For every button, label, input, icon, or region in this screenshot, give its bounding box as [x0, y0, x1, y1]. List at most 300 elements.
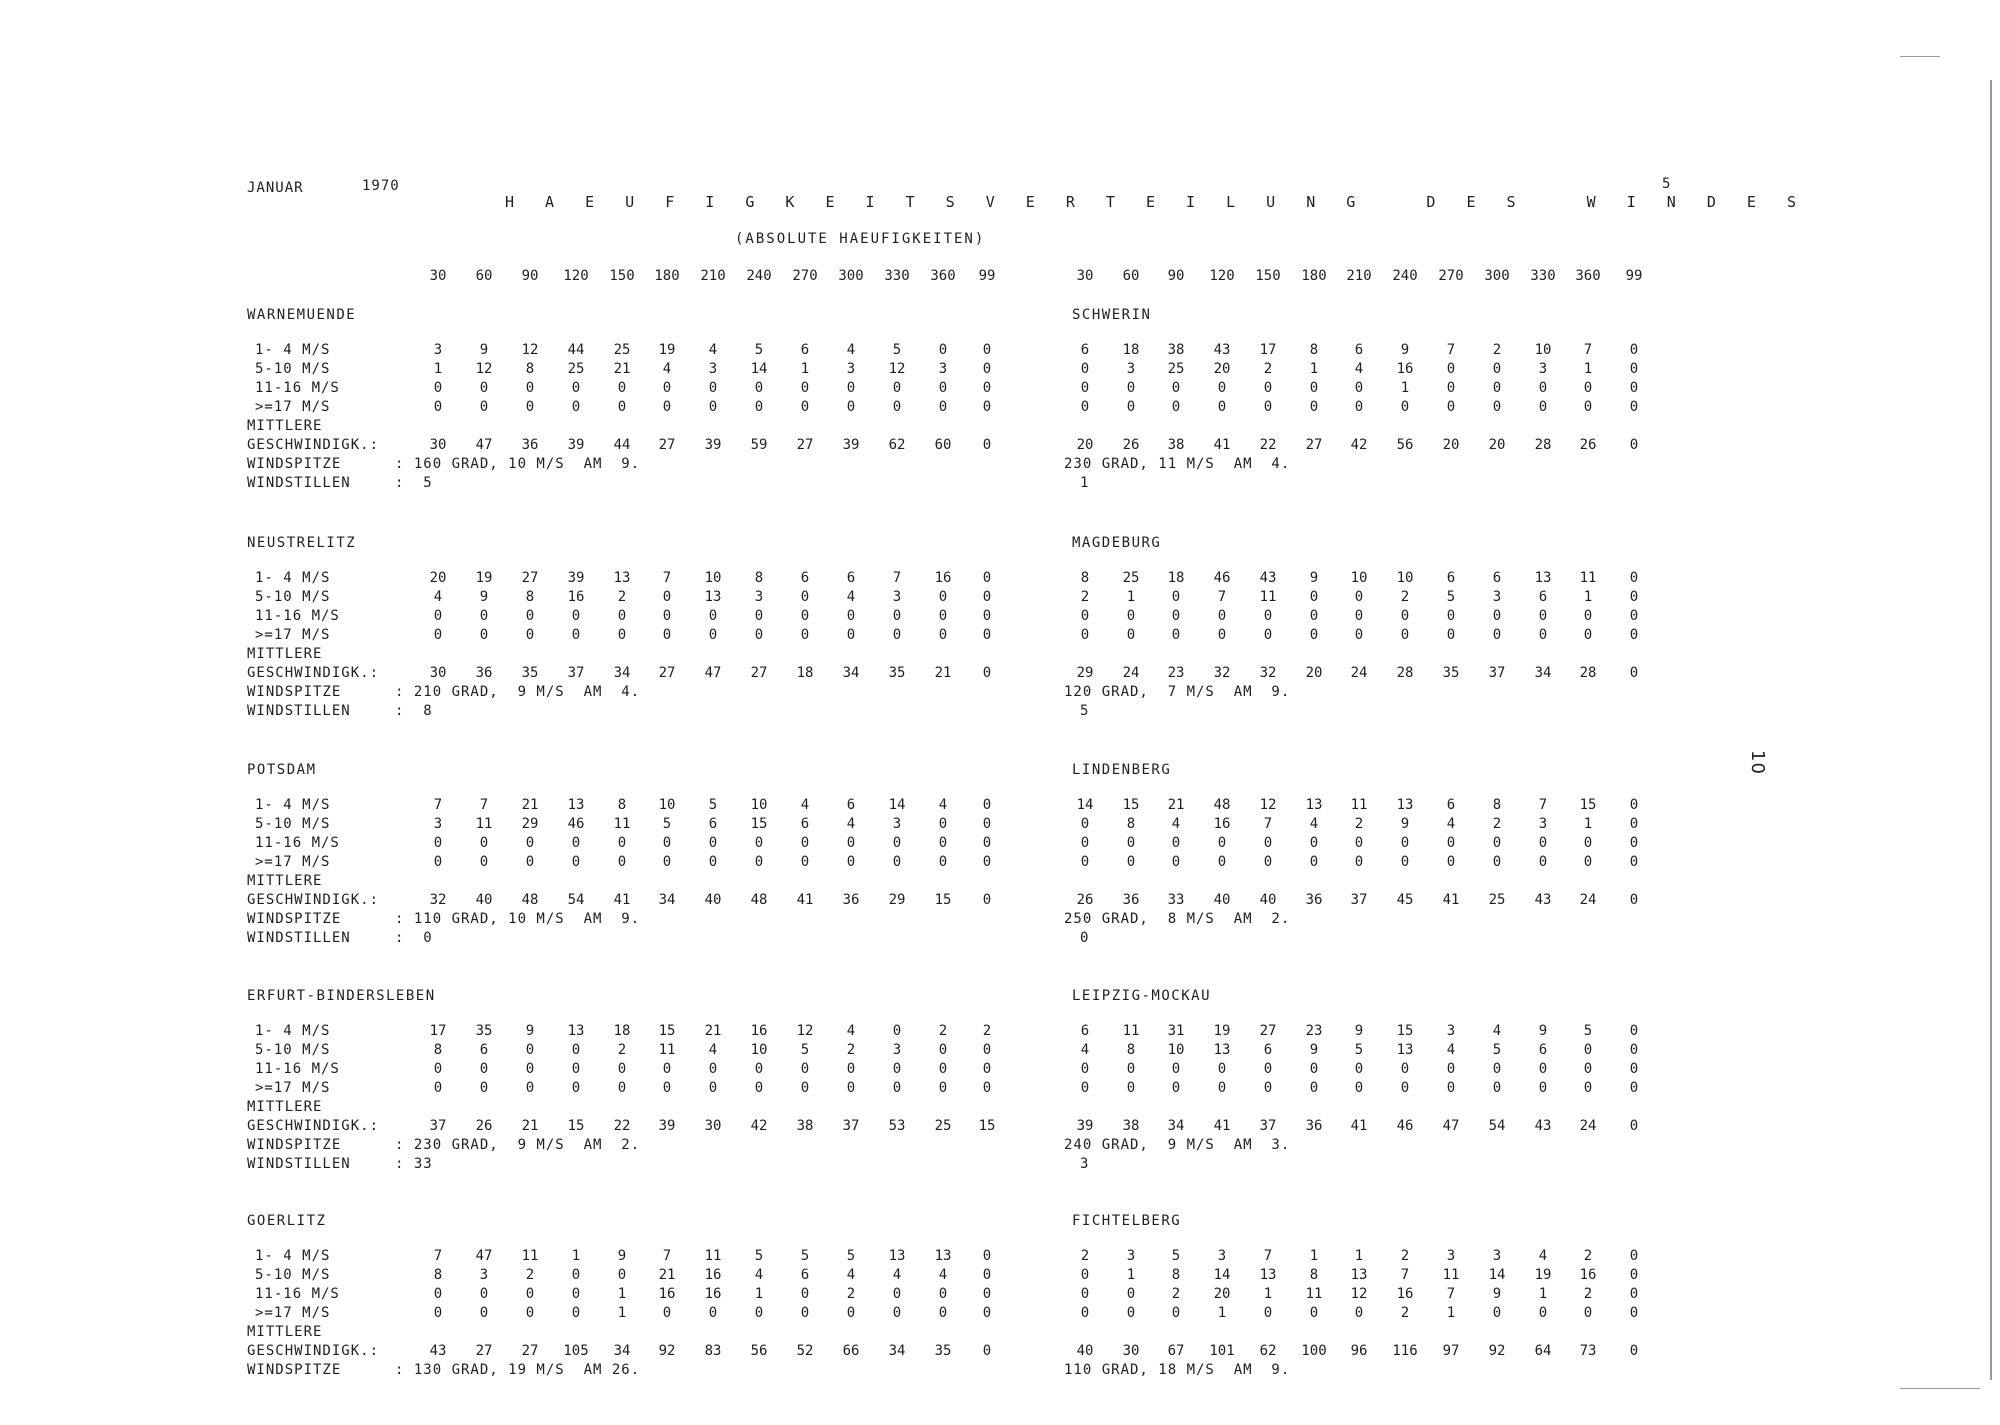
speed-cell: 27	[658, 437, 676, 453]
table-cell: 0	[1080, 1080, 1090, 1096]
geschwindigkeit-label: GESCHWINDIGK.:	[247, 1118, 380, 1134]
table-cell: 0	[754, 854, 764, 870]
table-cell: 4	[1309, 816, 1319, 832]
table-cell: 11	[613, 816, 631, 832]
table-cell: 0	[1400, 1061, 1410, 1077]
table-cell: 13	[1259, 1267, 1277, 1283]
table-cell: 14	[750, 361, 768, 377]
table-cell: 0	[846, 1061, 856, 1077]
table-cell: 7	[433, 1248, 443, 1264]
table-cell: 0	[662, 589, 672, 605]
table-cell: 3	[846, 361, 856, 377]
table-cell: 2	[617, 589, 627, 605]
direction-header-cell: 120	[1209, 268, 1235, 284]
table-cell: 0	[982, 797, 992, 813]
windstillen-value: 0	[1080, 930, 1090, 946]
speed-cell: 92	[1488, 1343, 1506, 1359]
table-cell: 0	[1171, 589, 1181, 605]
table-cell: 0	[617, 608, 627, 624]
speed-cell: 40	[704, 892, 722, 908]
direction-header-cell: 360	[930, 268, 956, 284]
table-cell: 0	[1492, 1305, 1502, 1321]
speed-cell: 39	[704, 437, 722, 453]
table-cell: 0	[982, 380, 992, 396]
table-cell: 0	[1171, 854, 1181, 870]
table-cell: 15	[658, 1023, 676, 1039]
speed-cell: 36	[475, 665, 493, 681]
table-cell: 12	[1350, 1286, 1368, 1302]
speed-cell: 28	[1396, 665, 1414, 681]
table-cell: 2	[1171, 1286, 1181, 1302]
table-cell: 1	[1263, 1286, 1273, 1302]
table-cell: 20	[1213, 1286, 1231, 1302]
table-cell: 6	[800, 1267, 810, 1283]
table-cell: 0	[571, 1305, 581, 1321]
speed-cell: 26	[1076, 892, 1094, 908]
direction-header-cell: 300	[1484, 268, 1510, 284]
table-cell: 0	[433, 1305, 443, 1321]
table-cell: 9	[479, 342, 489, 358]
speed-cell: 0	[1629, 437, 1639, 453]
table-cell: 0	[662, 399, 672, 415]
table-cell: 0	[982, 1286, 992, 1302]
speed-cell: 41	[613, 892, 631, 908]
table-cell: 4	[754, 1267, 764, 1283]
table-cell: 3	[892, 589, 902, 605]
table-cell: 15	[1122, 797, 1140, 813]
table-cell: 11	[1122, 1023, 1140, 1039]
table-cell: 8	[1126, 1042, 1136, 1058]
table-cell: 0	[1171, 1061, 1181, 1077]
table-cell: 0	[982, 1267, 992, 1283]
table-cell: 0	[982, 835, 992, 851]
table-cell: 0	[1080, 1061, 1090, 1077]
table-cell: 0	[1126, 1061, 1136, 1077]
table-cell: 0	[617, 1080, 627, 1096]
table-cell: 3	[708, 361, 718, 377]
table-cell: 19	[1213, 1023, 1231, 1039]
speed-class-label: 11-16 M/S	[255, 608, 340, 624]
table-cell: 0	[1629, 835, 1639, 851]
speed-cell: 41	[1213, 437, 1231, 453]
table-cell: 3	[754, 589, 764, 605]
page-title: H A E U F I G K E I T S V E R T E I L U N G D E S W I N D E S	[505, 193, 1807, 211]
direction-header-cell: 60	[1122, 268, 1140, 284]
direction-header-cell: 210	[1346, 268, 1372, 284]
speed-cell: 32	[1259, 665, 1277, 681]
table-cell: 6	[846, 570, 856, 586]
table-cell: 9	[1400, 342, 1410, 358]
table-cell: 4	[662, 361, 672, 377]
table-cell: 13	[704, 589, 722, 605]
speed-cell: 32	[1213, 665, 1231, 681]
side-page-number: 10	[1746, 750, 1768, 775]
speed-cell: 29	[888, 892, 906, 908]
table-cell: 0	[525, 1042, 535, 1058]
table-cell: 3	[1492, 589, 1502, 605]
direction-header-cell: 180	[1301, 268, 1327, 284]
table-cell: 5	[1171, 1248, 1181, 1264]
table-cell: 0	[1354, 589, 1364, 605]
table-cell: 0	[982, 1061, 992, 1077]
table-cell: 0	[1354, 627, 1364, 643]
table-cell: 0	[892, 1286, 902, 1302]
table-cell: 2	[1354, 816, 1364, 832]
table-cell: 0	[708, 854, 718, 870]
table-cell: 9	[1309, 570, 1319, 586]
speed-cell: 26	[1579, 437, 1597, 453]
table-cell: 0	[708, 399, 718, 415]
speed-cell: 34	[842, 665, 860, 681]
table-cell: 9	[1354, 1023, 1364, 1039]
speed-class-label: 11-16 M/S	[255, 1286, 340, 1302]
table-cell: 0	[1538, 1305, 1548, 1321]
table-cell: 1	[1126, 589, 1136, 605]
speed-cell: 29	[1076, 665, 1094, 681]
table-cell: 0	[571, 1286, 581, 1302]
table-cell: 0	[938, 342, 948, 358]
table-cell: 0	[525, 1286, 535, 1302]
table-cell: 0	[938, 1305, 948, 1321]
table-cell: 0	[1080, 361, 1090, 377]
table-cell: 17	[1259, 342, 1277, 358]
table-cell: 6	[1446, 570, 1456, 586]
table-cell: 0	[982, 1248, 992, 1264]
speed-cell: 48	[750, 892, 768, 908]
speed-cell: 52	[796, 1343, 814, 1359]
table-cell: 0	[479, 627, 489, 643]
speed-cell: 36	[842, 892, 860, 908]
table-cell: 0	[1629, 380, 1639, 396]
speed-cell: 34	[1167, 1118, 1185, 1134]
table-cell: 0	[1217, 854, 1227, 870]
table-cell: 29	[521, 816, 539, 832]
table-cell: 0	[1263, 1305, 1273, 1321]
table-cell: 8	[525, 361, 535, 377]
table-cell: 10	[1396, 570, 1414, 586]
table-cell: 14	[888, 797, 906, 813]
table-cell: 0	[938, 380, 948, 396]
table-cell: 5	[754, 342, 764, 358]
table-cell: 0	[1354, 835, 1364, 851]
speed-cell: 100	[1301, 1343, 1327, 1359]
speed-cell: 36	[1305, 1118, 1323, 1134]
table-cell: 0	[433, 380, 443, 396]
table-cell: 25	[1167, 361, 1185, 377]
speed-cell: 44	[613, 437, 631, 453]
windspitze-value: : 210 GRAD, 9 M/S AM 4.	[395, 684, 641, 700]
speed-cell: 64	[1534, 1343, 1552, 1359]
table-cell: 0	[662, 1061, 672, 1077]
table-cell: 0	[525, 1080, 535, 1096]
speed-cell: 38	[796, 1118, 814, 1134]
direction-header-cell: 300	[838, 268, 864, 284]
speed-class-label: 1- 4 M/S	[255, 1023, 331, 1039]
table-cell: 0	[1583, 835, 1593, 851]
table-cell: 16	[934, 570, 952, 586]
table-cell: 0	[479, 1286, 489, 1302]
table-cell: 6	[1538, 1042, 1548, 1058]
table-cell: 0	[1538, 1080, 1548, 1096]
table-cell: 2	[846, 1042, 856, 1058]
speed-cell: 27	[658, 665, 676, 681]
speed-cell: 21	[934, 665, 952, 681]
speed-cell: 101	[1209, 1343, 1235, 1359]
speed-cell: 83	[704, 1343, 722, 1359]
table-cell: 13	[567, 1023, 585, 1039]
speed-cell: 20	[1488, 437, 1506, 453]
direction-header-cell: 90	[521, 268, 539, 284]
speed-cell: 42	[1350, 437, 1368, 453]
table-cell: 2	[1492, 816, 1502, 832]
table-cell: 16	[658, 1286, 676, 1302]
table-cell: 0	[1492, 1080, 1502, 1096]
table-cell: 0	[938, 1061, 948, 1077]
table-cell: 27	[1259, 1023, 1277, 1039]
table-cell: 5	[1583, 1023, 1593, 1039]
speed-cell: 22	[1259, 437, 1277, 453]
table-cell: 20	[1213, 361, 1231, 377]
station-name: NEUSTRELITZ	[247, 535, 357, 551]
table-cell: 10	[658, 797, 676, 813]
scan-edge-line	[1990, 80, 1992, 1380]
table-cell: 0	[617, 1061, 627, 1077]
table-cell: 0	[1309, 380, 1319, 396]
table-cell: 0	[1126, 854, 1136, 870]
table-cell: 47	[475, 1248, 493, 1264]
table-cell: 0	[479, 854, 489, 870]
station-name: SCHWERIN	[1072, 307, 1152, 323]
table-cell: 0	[571, 380, 581, 396]
speed-cell: 0	[982, 892, 992, 908]
table-cell: 13	[1213, 1042, 1231, 1058]
table-cell: 0	[1126, 608, 1136, 624]
table-cell: 15	[1579, 797, 1597, 813]
table-cell: 3	[892, 1042, 902, 1058]
table-cell: 3	[1217, 1248, 1227, 1264]
station-name: GOERLITZ	[247, 1213, 327, 1229]
table-cell: 0	[800, 1061, 810, 1077]
table-cell: 0	[1309, 835, 1319, 851]
table-cell: 0	[433, 399, 443, 415]
speed-cell: 39	[658, 1118, 676, 1134]
speed-cell: 15	[978, 1118, 996, 1134]
table-cell: 0	[1583, 627, 1593, 643]
geschwindigkeit-label: GESCHWINDIGK.:	[247, 665, 380, 681]
table-cell: 4	[1354, 361, 1364, 377]
table-cell: 0	[1629, 627, 1639, 643]
table-cell: 0	[1080, 627, 1090, 643]
speed-class-label: >=17 M/S	[255, 627, 331, 643]
speed-class-label: >=17 M/S	[255, 1305, 331, 1321]
table-cell: 0	[1354, 380, 1364, 396]
table-cell: 0	[1629, 1305, 1639, 1321]
speed-class-label: 5-10 M/S	[255, 361, 331, 377]
table-cell: 0	[1354, 1305, 1364, 1321]
speed-cell: 32	[429, 892, 447, 908]
table-cell: 0	[571, 627, 581, 643]
table-cell: 0	[1492, 399, 1502, 415]
table-cell: 11	[475, 816, 493, 832]
speed-cell: 30	[704, 1118, 722, 1134]
table-cell: 12	[521, 342, 539, 358]
speed-cell: 54	[1488, 1118, 1506, 1134]
direction-header-cell: 99	[978, 268, 996, 284]
table-cell: 0	[1309, 854, 1319, 870]
speed-cell: 39	[567, 437, 585, 453]
table-cell: 0	[1126, 1286, 1136, 1302]
table-cell: 11	[1579, 570, 1597, 586]
speed-cell: 56	[750, 1343, 768, 1359]
table-cell: 0	[1171, 1080, 1181, 1096]
table-cell: 0	[1309, 399, 1319, 415]
speed-cell: 23	[1167, 665, 1185, 681]
windstillen-label: WINDSTILLEN	[247, 930, 351, 946]
table-cell: 8	[754, 570, 764, 586]
table-cell: 27	[521, 570, 539, 586]
table-cell: 0	[1263, 380, 1273, 396]
direction-header-cell: 270	[792, 268, 818, 284]
table-cell: 3	[1126, 1248, 1136, 1264]
table-cell: 13	[1534, 570, 1552, 586]
speed-class-label: 1- 4 M/S	[255, 1248, 331, 1264]
table-cell: 0	[1446, 608, 1456, 624]
table-cell: 0	[662, 854, 672, 870]
table-cell: 0	[982, 570, 992, 586]
speed-cell: 38	[1167, 437, 1185, 453]
table-cell: 0	[571, 608, 581, 624]
table-cell: 0	[617, 1267, 627, 1283]
table-cell: 0	[800, 399, 810, 415]
table-cell: 0	[1492, 380, 1502, 396]
table-cell: 16	[1213, 816, 1231, 832]
table-cell: 0	[525, 608, 535, 624]
speed-cell: 40	[475, 892, 493, 908]
table-cell: 7	[1400, 1267, 1410, 1283]
table-cell: 8	[1492, 797, 1502, 813]
table-cell: 1	[1583, 361, 1593, 377]
windspitze-label: WINDSPITZE	[247, 1362, 342, 1378]
table-cell: 0	[708, 1061, 718, 1077]
table-cell: 16	[1579, 1267, 1597, 1283]
table-cell: 4	[938, 797, 948, 813]
mittlere-label: MITTLERE	[247, 873, 323, 889]
table-cell: 0	[938, 1042, 948, 1058]
table-cell: 0	[617, 627, 627, 643]
speed-cell: 26	[475, 1118, 493, 1134]
windspitze-value: 120 GRAD, 7 M/S AM 9.	[1064, 684, 1291, 700]
table-cell: 0	[846, 627, 856, 643]
table-cell: 0	[525, 1305, 535, 1321]
table-cell: 0	[1400, 854, 1410, 870]
table-cell: 0	[617, 835, 627, 851]
geschwindigkeit-label: GESCHWINDIGK.:	[247, 437, 380, 453]
speed-cell: 27	[521, 1343, 539, 1359]
speed-cell: 39	[1076, 1118, 1094, 1134]
speed-cell: 92	[658, 1343, 676, 1359]
table-cell: 0	[1217, 380, 1227, 396]
table-cell: 0	[892, 399, 902, 415]
table-cell: 0	[1629, 399, 1639, 415]
table-cell: 16	[704, 1286, 722, 1302]
speed-cell: 28	[1579, 665, 1597, 681]
table-cell: 7	[479, 797, 489, 813]
speed-cell: 36	[1305, 892, 1323, 908]
speed-class-label: 1- 4 M/S	[255, 797, 331, 813]
table-cell: 0	[1583, 1080, 1593, 1096]
table-cell: 0	[754, 835, 764, 851]
speed-cell: 24	[1579, 1118, 1597, 1134]
table-cell: 3	[1538, 361, 1548, 377]
windspitze-value: : 230 GRAD, 9 M/S AM 2.	[395, 1137, 641, 1153]
table-cell: 1	[754, 1286, 764, 1302]
table-cell: 46	[1213, 570, 1231, 586]
table-cell: 0	[892, 380, 902, 396]
direction-header-cell: 60	[475, 268, 493, 284]
table-cell: 12	[1259, 797, 1277, 813]
table-cell: 0	[754, 1305, 764, 1321]
table-cell: 1	[571, 1248, 581, 1264]
table-cell: 6	[800, 342, 810, 358]
table-cell: 0	[1126, 627, 1136, 643]
table-cell: 0	[938, 589, 948, 605]
windspitze-value: : 110 GRAD, 10 M/S AM 9.	[395, 911, 641, 927]
page-number: 5	[1662, 176, 1672, 192]
table-cell: 8	[433, 1267, 443, 1283]
table-cell: 0	[1263, 608, 1273, 624]
table-cell: 4	[1171, 816, 1181, 832]
speed-cell: 26	[1122, 437, 1140, 453]
direction-header-cell: 240	[746, 268, 772, 284]
table-cell: 16	[567, 589, 585, 605]
direction-header-cell: 210	[700, 268, 726, 284]
table-cell: 6	[1263, 1042, 1273, 1058]
table-cell: 2	[1400, 1305, 1410, 1321]
table-cell: 0	[982, 399, 992, 415]
table-cell: 10	[1534, 342, 1552, 358]
table-cell: 0	[892, 1061, 902, 1077]
table-cell: 0	[1583, 854, 1593, 870]
table-cell: 4	[1446, 1042, 1456, 1058]
table-cell: 0	[892, 1023, 902, 1039]
speed-cell: 59	[750, 437, 768, 453]
windspitze-value: 230 GRAD, 11 M/S AM 4.	[1064, 456, 1291, 472]
table-cell: 35	[475, 1023, 493, 1039]
table-cell: 20	[429, 570, 447, 586]
table-cell: 0	[662, 1305, 672, 1321]
table-cell: 0	[1538, 1061, 1548, 1077]
table-cell: 2	[1400, 589, 1410, 605]
table-cell: 0	[662, 835, 672, 851]
table-cell: 0	[1263, 1061, 1273, 1077]
windstillen-value: : 0	[395, 930, 433, 946]
table-cell: 0	[617, 380, 627, 396]
table-cell: 0	[662, 608, 672, 624]
mittlere-label: MITTLERE	[247, 418, 323, 434]
geschwindigkeit-label: GESCHWINDIGK.:	[247, 1343, 380, 1359]
table-cell: 1	[433, 361, 443, 377]
direction-header-cell: 30	[429, 268, 447, 284]
table-cell: 2	[1080, 1248, 1090, 1264]
direction-header-cell: 90	[1167, 268, 1185, 284]
table-cell: 4	[800, 797, 810, 813]
table-cell: 5	[892, 342, 902, 358]
windstillen-value: 5	[1080, 703, 1090, 719]
table-cell: 0	[938, 1080, 948, 1096]
table-cell: 11	[521, 1248, 539, 1264]
table-cell: 0	[754, 608, 764, 624]
speed-cell: 0	[1629, 1118, 1639, 1134]
